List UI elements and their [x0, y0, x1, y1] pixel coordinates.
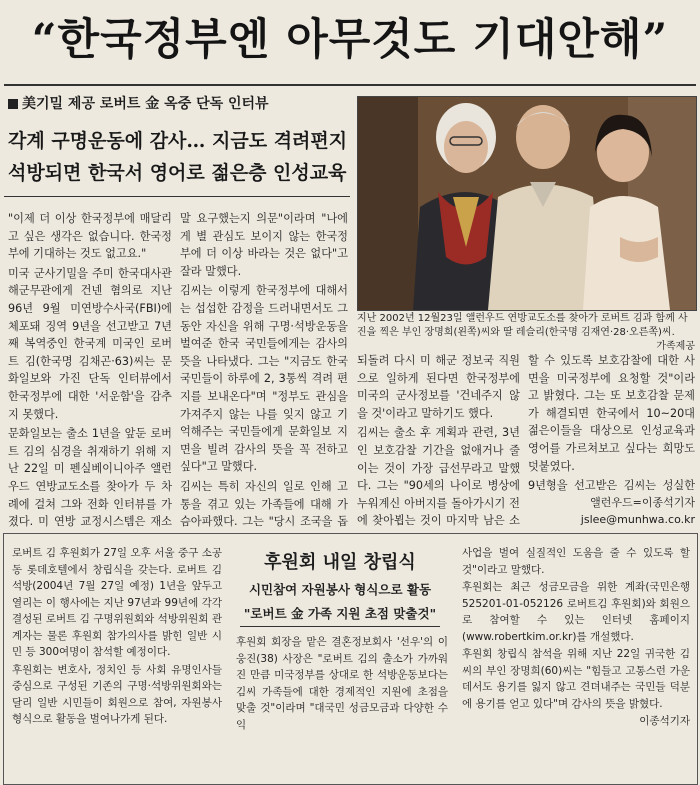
subhead-2: 석방되면 한국서 영어로 젊은층 인성교육 — [8, 162, 347, 184]
paragraph: 사업을 벌여 실질적인 도움을 줄 수 있도록 할 것"이라고 말했다. — [462, 547, 690, 576]
square-bullet-icon — [8, 99, 18, 109]
photo-credit: 가족제공 — [656, 341, 695, 352]
photo-caption — [357, 312, 695, 354]
paragraph: 미국 군사기밀을 주미 한국대사관 해군무관에게 건넨 혐의로 지난 96년 9월 미연방수사국(FBI)에 체포돼 징역 9년을 선고받고 7년째 복역중인 한국계 미국인 로버트 김(한국명 김채곤·63)씨는 문화일보와 가진 단독 인터뷰에서 한국정부에 대한 '서운함'을 감추지 못했다. — [8, 266, 172, 421]
kicker — [8, 93, 269, 113]
paragraph: 김씨는 출소 후 계획과 관련, 3년인 보호감찰 기간을 없애거나 줄이는 것이 가장 급선무라고 말했다. 그는 "90세의 나이로 병상에 누워계신 아버지를 돌아가시기 전에 찾아뵙는 것이 마지막 남은 소 — [357, 426, 520, 528]
article-column-3 — [357, 352, 520, 528]
paragraph: 김씨는 이렇게 한국정부에 대해서는 섭섭한 감정을 드러내면서도 그동안 자신을 위해 구명·석방운동을 벌여준 한국 국민들에게는 감사의 뜻을 나타냈다. 그는 "지금도 한국 국민들이 하루에 2, 3통씩 격려 편지를 보내온다"며 "정부도 관심을 가져주지 않는 나를 잊지 않고 기억해주는 국민들에게 문화일보 지면을 빌려 감사의 뜻을 꼭 전하고 싶다"고 말했다. — [180, 284, 348, 474]
paragraph: 후원회 회장을 맡은 결혼정보회사 '선우'의 이웅진(38) 사장은 "로버트 김의 출소가 가까워진 만큼 미국정부를 상대로 한 석방운동보다는 김씨 가족들에 대한 경제적인 지원에 초점을 맞출 것"이라며 "대국민 성금모금과 다양한 수익 — [236, 636, 448, 731]
box-column-3 — [462, 545, 690, 779]
paragraph: 되돌려 다시 미 해군 정보국 직원으로 일하게 된다면 한국정부에 미국의 군사정보를 '건네주지 않을 것'이라고 말하기도 했다. — [357, 354, 520, 420]
photo-caption-text: 지난 2002년 12월23일 앨런우드 연방교도소를 찾아가 로버트 김과 함께 사진을 찍은 부인 장명희(왼쪽)씨와 딸 레슬리(한국명 김재연·28·오른쪽)씨. — [357, 313, 688, 338]
paragraph: 후원회는 최근 성금모금을 위한 계좌(국민은행 525201-01-052126 로버트김 후원회)와 회원으로 참여할 수 있는 인터넷 홈페이지(www.robertkim.or.kr)를 개설했다. — [462, 581, 690, 643]
paragraph: "이제 더 이상 한국정부에 매달리고 싶은 생각은 없습니다. 한국정부에 기대하는 것도 없고요." — [8, 212, 172, 261]
paragraph: 9년형을 선고받은 김씨는 성실한 — [528, 479, 695, 492]
paragraph: 후원회 창립식 참석을 위해 지난 22일 귀국한 김씨의 부인 장명희(60)씨는 "힘들고 고통스런 가운데서도 용기를 잃지 않고 견뎌내주는 국민들 덕분에 용기를 얻고 있다"며 감사의 뜻을 밝혔다. — [462, 648, 690, 710]
box-column-1 — [12, 545, 222, 779]
box-title: 후원회 내일 창립식 — [264, 552, 416, 573]
article-column-4 — [528, 352, 695, 492]
kicker-text: 美기밀 제공 로버트 金 옥중 단독 인터뷰 — [22, 96, 269, 112]
article-column-2 — [180, 210, 348, 528]
paragraph: 로버트 김 후원회가 27일 오후 서울 중구 소공동 롯데호텔에서 창립식을 갖는다. 로버트 김 석방(2004년 7월 27일 예정) 1년을 앞두고 열리는 이 행사에는 지난 97년과 99년에 각각 결성된 로버트 김 구명위원회와 석방위원회 관계자는 물론 후원회 참가의사를 밝힌 일반 시민 등 300여명이 참석할 예정이다. — [12, 547, 222, 658]
paragraph: 문화일보는 출소 1년을 앞둔 로버트 김의 심경을 취재하기 위해 지난 22일 미 펜실베이니아주 앨런우드 연방교도소를 찾아가 두 차례에 걸쳐 그와 전화 인터뷰를 가졌다. 미 연방 교정시스템은 재소 — [8, 427, 172, 528]
paragraph: 할 수 있도록 보호감찰에 대한 사면을 미국정부에 요청할 것"이라고 밝혔다. 그는 또 보호감찰 문제가 해결되면 한국에서 10~20대 젊은이들을 대상으로 인성교육과 영어를 가르쳐보고 싶다는 희망도 덧붙였다. — [528, 354, 695, 473]
paragraph: 말 요구했는지 의문"이라며 "나에게 별 관심도 보이지 않는 한국정부에 더 이상 바라는 것은 없다"고 잘라 말했다. — [180, 212, 348, 278]
paragraph: 김씨는 특히 자신의 일로 인해 고통을 겪고 있는 가족들에 대해 가슴아파했다. 그는 "당시 조국을 돕 — [180, 479, 348, 528]
headline: “한국정부엔 아무것도 기대안해” — [31, 15, 669, 65]
article-column-1 — [8, 210, 172, 528]
photo-illustration — [358, 97, 696, 310]
paragraph: 후원회는 변호사, 정치인 등 사회 유명인사들 중심으로 구성된 기존의 구명·석방위원회와는 달리 일반 시민들이 회원으로 참여, 자원봉사형식으로 활동을 벌여나가게 된다. — [12, 663, 222, 725]
box-byline: 이종석기자 — [639, 715, 690, 727]
subhead-rule — [4, 196, 350, 197]
subhead-1: 각계 구명운동에 감사… 지금도 격려편지 — [8, 130, 348, 152]
byline-name: 앨런우드=이종석기자 — [590, 496, 695, 509]
box-subhead-2: "로버트 金 가족 지원 초점 맞출것" — [243, 606, 437, 621]
family-photo — [357, 96, 697, 311]
top-rule — [4, 84, 696, 86]
box-subhead-rule — [240, 626, 440, 627]
byline-email: jslee@munhwa.co.kr — [580, 513, 695, 526]
box-subhead-1: 시민참여 자원봉사 형식으로 활동 — [248, 582, 432, 597]
box-column-2 — [236, 634, 448, 779]
byline — [528, 494, 695, 528]
